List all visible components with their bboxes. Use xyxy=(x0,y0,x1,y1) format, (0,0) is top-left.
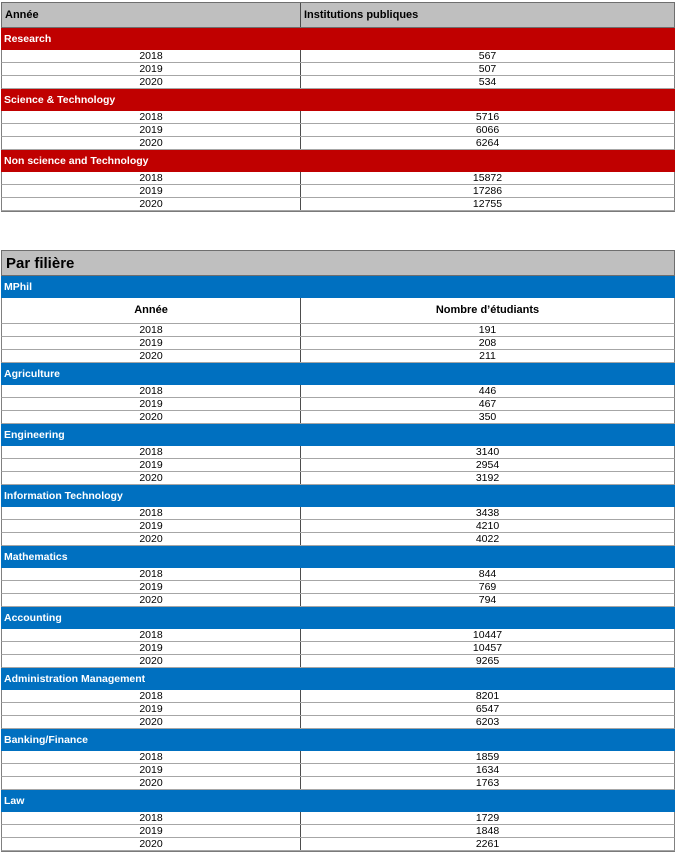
year-cell: 2018 xyxy=(2,111,301,123)
value-cell: 3438 xyxy=(475,506,500,519)
value-cell: 4210 xyxy=(475,519,500,532)
value-cell: 10457 xyxy=(472,641,503,654)
year-cell: 2018 xyxy=(2,385,301,397)
section-header-blue: Information Technology xyxy=(1,485,675,507)
table-institutions-publiques xyxy=(1,2,675,212)
value-cell: 534 xyxy=(478,75,497,88)
year-cell: 2019 xyxy=(2,764,301,776)
section-header-red: Research xyxy=(1,28,675,50)
value-cell: 3140 xyxy=(475,445,500,458)
table-row xyxy=(1,185,675,198)
year-cell: 2020 xyxy=(2,838,301,850)
subheader-nombre-etudiants: Nombre d’étudiants xyxy=(435,304,540,316)
year-cell: 2018 xyxy=(2,324,301,336)
value-cell: 1634 xyxy=(475,763,500,776)
section-header-blue: Law xyxy=(1,790,675,812)
year-cell: 2020 xyxy=(2,777,301,789)
table2-subheader-row xyxy=(1,298,675,324)
value-cell: 1763 xyxy=(475,776,500,789)
table-row xyxy=(1,76,675,89)
year-cell: 2019 xyxy=(2,459,301,471)
table-row xyxy=(1,385,675,398)
year-cell: 2019 xyxy=(2,703,301,715)
column-header-annee: Année xyxy=(2,3,301,27)
year-cell: 2018 xyxy=(2,629,301,641)
table-row xyxy=(1,690,675,703)
value-cell: 17286 xyxy=(472,184,503,197)
year-cell: 2019 xyxy=(2,642,301,654)
table-row xyxy=(1,594,675,607)
table-row xyxy=(1,137,675,150)
column-header-institutions-publiques: Institutions publiques xyxy=(304,9,419,21)
table-gap xyxy=(1,212,675,250)
table-row xyxy=(1,350,675,363)
value-cell: 15872 xyxy=(472,171,503,184)
table-row xyxy=(1,198,675,211)
year-cell: 2020 xyxy=(2,594,301,606)
value-cell: 350 xyxy=(478,410,497,423)
year-cell: 2020 xyxy=(2,350,301,362)
year-cell: 2019 xyxy=(2,825,301,837)
value-cell: 794 xyxy=(478,593,497,606)
value-cell: 467 xyxy=(478,397,497,410)
value-cell: 12755 xyxy=(472,197,503,210)
table-row xyxy=(1,764,675,777)
table-row xyxy=(1,63,675,76)
table-row xyxy=(1,124,675,137)
value-cell: 6203 xyxy=(475,715,500,728)
value-cell: 191 xyxy=(478,323,497,336)
section-header-blue: Banking/Finance xyxy=(1,729,675,751)
table-row xyxy=(1,533,675,546)
value-cell: 5716 xyxy=(475,110,500,123)
year-cell: 2018 xyxy=(2,446,301,458)
value-cell: 10447 xyxy=(472,628,503,641)
table2-body xyxy=(1,276,675,851)
value-cell: 446 xyxy=(478,384,497,397)
year-cell: 2020 xyxy=(2,716,301,728)
section-header-blue: Administration Management xyxy=(1,668,675,690)
year-cell: 2019 xyxy=(2,398,301,410)
year-cell: 2020 xyxy=(2,472,301,484)
value-cell: 769 xyxy=(478,580,497,593)
table-row xyxy=(1,111,675,124)
table-row xyxy=(1,398,675,411)
table-row xyxy=(1,642,675,655)
table-row xyxy=(1,459,675,472)
table-row xyxy=(1,172,675,185)
year-cell: 2018 xyxy=(2,172,301,184)
table-row xyxy=(1,716,675,729)
value-cell: 1729 xyxy=(475,811,500,824)
section-header-blue: Mathematics xyxy=(1,546,675,568)
value-cell: 6066 xyxy=(475,123,500,136)
section-header-blue: MPhil xyxy=(1,276,675,298)
table-row xyxy=(1,568,675,581)
table-row xyxy=(1,520,675,533)
spreadsheet-page xyxy=(1,2,675,852)
value-cell: 1859 xyxy=(475,750,500,763)
section-header-red: Non science and Technology xyxy=(1,150,675,172)
section-header-blue: Engineering xyxy=(1,424,675,446)
table1-body xyxy=(1,28,675,211)
table1-header-row xyxy=(1,2,675,28)
table-row xyxy=(1,629,675,642)
table-row xyxy=(1,50,675,63)
year-cell: 2020 xyxy=(2,137,301,149)
table-row xyxy=(1,777,675,790)
table-row xyxy=(1,751,675,764)
value-cell: 6547 xyxy=(475,702,500,715)
table-row xyxy=(1,446,675,459)
value-cell: 567 xyxy=(478,49,497,62)
table-row xyxy=(1,581,675,594)
year-cell: 2018 xyxy=(2,812,301,824)
value-cell: 6264 xyxy=(475,136,500,149)
year-cell: 2020 xyxy=(2,198,301,210)
year-cell: 2019 xyxy=(2,124,301,136)
year-cell: 2018 xyxy=(2,568,301,580)
table-row xyxy=(1,411,675,424)
value-cell: 211 xyxy=(479,349,496,362)
section-header-blue: Agriculture xyxy=(1,363,675,385)
table-row xyxy=(1,337,675,350)
year-cell: 2019 xyxy=(2,337,301,349)
table-row xyxy=(1,703,675,716)
table-row xyxy=(1,825,675,838)
value-cell: 4022 xyxy=(475,532,500,545)
value-cell: 3192 xyxy=(475,471,500,484)
year-cell: 2020 xyxy=(2,76,301,88)
table-par-filiere xyxy=(1,250,675,852)
year-cell: 2020 xyxy=(2,533,301,545)
section-header-red: Science & Technology xyxy=(1,89,675,111)
year-cell: 2018 xyxy=(2,50,301,62)
year-cell: 2020 xyxy=(2,411,301,423)
table-row xyxy=(1,812,675,825)
year-cell: 2019 xyxy=(2,63,301,75)
table-row xyxy=(1,507,675,520)
table-row xyxy=(1,324,675,337)
subheader-annee: Année xyxy=(2,298,301,323)
year-cell: 2019 xyxy=(2,520,301,532)
table-row xyxy=(1,472,675,485)
value-cell: 507 xyxy=(478,62,497,75)
year-cell: 2018 xyxy=(2,690,301,702)
value-cell: 9265 xyxy=(475,654,500,667)
value-cell: 1848 xyxy=(475,824,500,837)
table-row xyxy=(1,655,675,668)
year-cell: 2019 xyxy=(2,581,301,593)
table2-title: Par filière xyxy=(1,250,675,276)
table-row xyxy=(1,838,675,851)
section-header-blue: Accounting xyxy=(1,607,675,629)
value-cell: 2954 xyxy=(475,458,500,471)
value-cell: 844 xyxy=(478,567,497,580)
year-cell: 2019 xyxy=(2,185,301,197)
year-cell: 2018 xyxy=(2,751,301,763)
value-cell: 208 xyxy=(478,336,497,349)
value-cell: 2261 xyxy=(475,837,500,850)
year-cell: 2018 xyxy=(2,507,301,519)
year-cell: 2020 xyxy=(2,655,301,667)
value-cell: 8201 xyxy=(475,689,500,702)
